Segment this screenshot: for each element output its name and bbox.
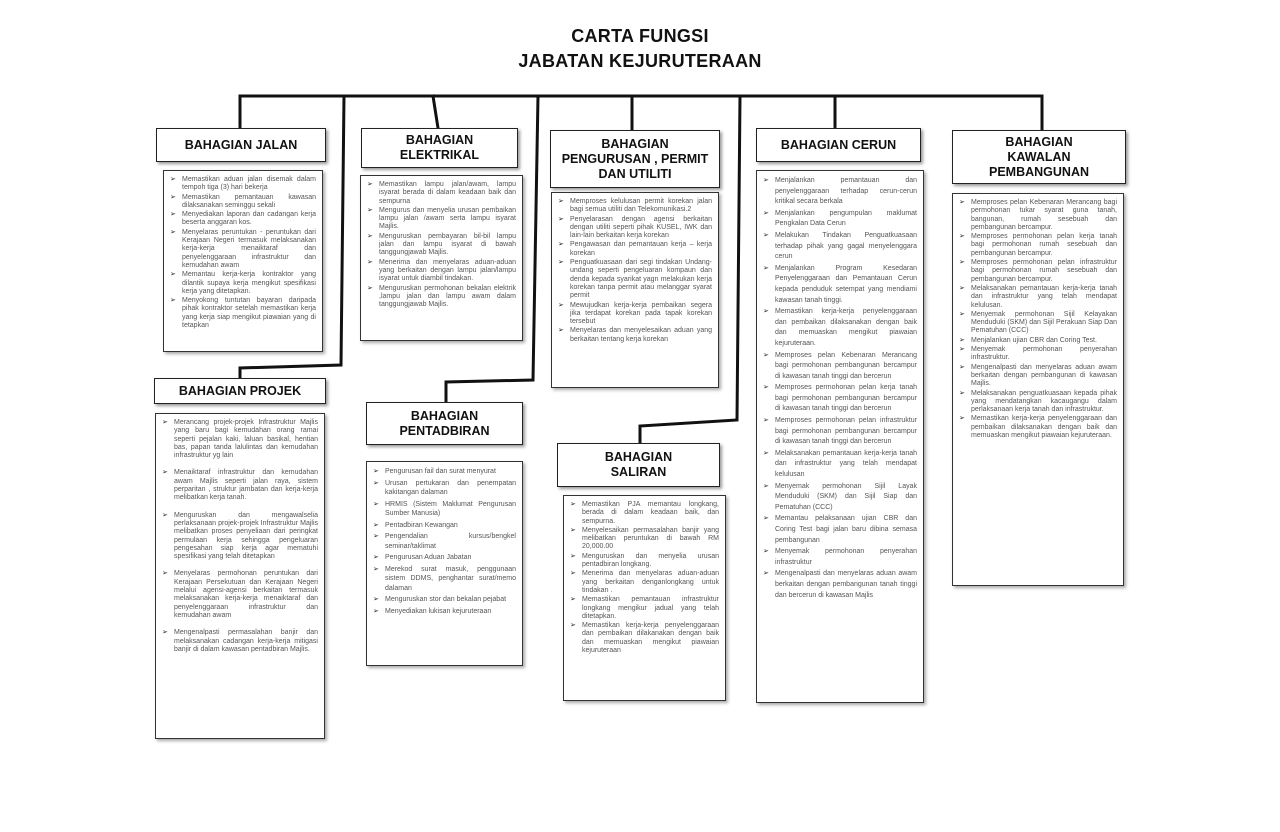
list-item: ➢ Menjalankan pengumpulan maklumat Pengkalan Data Cerun [763, 209, 917, 230]
box-kawalan [952, 193, 1124, 586]
list-item: ➢ Memproses permohonan pelan infrastruktur bagi permohonan rumah sesebuah dan pembangunan bercampur. [959, 259, 1117, 284]
list-item: ➢ Menguruskan dan mengawalselia perlaksanaan projek-projek Infrastruktur Majlis melibatkan proses penyeliaan dari peringkat permulaan kerja sehingga pengeluaran pengesahan siap kerja agar mematuhi spesifikasi yang telah ditetapkan [162, 512, 318, 562]
list-item: ➢ Memastikan aduan jalan disemak dalam tempoh tiga (3) hari bekerja [170, 176, 316, 193]
list-item: ➢ Menguruskan dan menyelia urusan pentadbiran longkang. [570, 553, 719, 570]
list-pentadbiran [373, 467, 516, 616]
list-item: ➢ Penguatkuasaan dari segi tindakan Undang-undang seperti pengeluaran kompaun dan denda kepada syarikat yagn melakukan kerja korekan tanpa permit atau melanggar syarat permit [558, 259, 712, 300]
list-item: ➢ Menyemak permohonan Sijil Kelayakan Menduduki (SKM) dan Sijil Perakuan Siap Dan Pematuhan (CCC) [959, 311, 1117, 336]
list-item: ➢ Memproses permohonan pelan infrastruktur bagi permohonan pembangunan bercampur di kawasan tanah tinggi dan bercerun [763, 416, 917, 448]
list-item: ➢ Menyelaras permohonan peruntukan dari Kerajaan Persekutuan dan Kerajaan Negeri melalui agensi-agensi berkaitan termasuk melaksanakan kerja-kerja menaiktaraf dan penyelenggaraan infrastruktur dan kemudahan awam [162, 570, 318, 620]
list-item: ➢ Memastikan PJA memantau longkang, berada di dalam keadaan baik, dan sempurna. [570, 501, 719, 526]
list-item: ➢ Menguruskan permohonan bekalan elektrik ,lampu jalan dan lampu awam dalam tanggungjawab Majlis. [367, 285, 516, 310]
list-item: ➢ Memantau kerja-kerja kontraktor yang dilantik supaya kerja mengikut spesifikasi kerja yang ditetapkan. [170, 271, 316, 296]
header-pengurusan: BAHAGIAN PENGURUSAN , PERMIT DAN UTILITI [550, 130, 720, 188]
list-item: ➢ Menyelaras dan menyelesaikan aduan yang berkaitan tentang kerja korekan [558, 327, 712, 344]
list-kawalan [959, 199, 1117, 440]
list-item: ➢ Menyelesaikan permasalahan banjir yang melibatkan peruntukan di bawah RM 20,000.00 [570, 527, 719, 552]
list-item: ➢ Menyemak permohonan penyerahan infrastruktur [763, 547, 917, 568]
list-item: ➢ Pengurusan fail dan surat menyurat [373, 467, 516, 477]
list-item: ➢ Pentadbiran Kewangan [373, 521, 516, 531]
list-item: ➢ Penyelarasan dengan agensi berkaitan dengan utiliti seperti pihak KUSEL, IWK dan lain-lain berkaitan kerja korekan [558, 216, 712, 241]
list-item: ➢ Mengenalpasti dan menyelaras aduan awam berkaitan dengan pembangunan tanah tinggi dan bercerun di kawasan Majlis [763, 569, 917, 601]
list-item: ➢ Menaiktaraf infrastruktur dan kemudahan awam Majlis seperti jalan raya, sistem perparitan , struktur jambatan dan kerja-kerja melibatkan kerja tanah. [162, 469, 318, 502]
list-item: ➢ Mengenalpasti permasalahan banjir dan melaksanakan cadangan kerja-kerja mitigasi banjir di dalam kawasan pentadbiran Majlis. [162, 629, 318, 654]
chart-title-line1: CARTA FUNGSI [571, 26, 709, 46]
list-item: ➢ Pengawasan dan pemantauan kerja – kerja korekan [558, 241, 712, 258]
list-item: ➢ HRMIS (Sistem Maklumat Pengurusan Sumber Manusia) [373, 500, 516, 519]
header-jalan: BAHAGIAN JALAN [156, 128, 326, 162]
list-item: ➢ Menyediakan lukisan kejuruteraan [373, 607, 516, 617]
list-item: ➢ Menerima dan menyelaras aduan-aduan yang berkaitan denganlongkang untuk tindakan . [570, 570, 719, 595]
list-item: ➢ Menyelaras peruntukan - peruntukan dari Kerajaan Negeri termasuk melaksanakan kerja-kerja menaiktaraf dan penyelenggaraan infrastruktur dan kemudahan awam [170, 229, 316, 270]
list-item: ➢ Menjalankan pemantauan dan penyelenggaraan terhadap cerun-cerun kritikal secara berkala [763, 176, 917, 208]
list-item: ➢ Memastikan kerja-kerja penyelenggaraan dan pembaikan dilaksanakan dengan baik dan memuaskan mengikut piawaian kejuruteraan. [959, 415, 1117, 440]
list-item: ➢ Mewujudkan kerja-kerja pembaikan segera jika terdapat korekan pada tapak korekan tersebut [558, 302, 712, 327]
header-cerun: BAHAGIAN CERUN [756, 128, 921, 162]
list-item: ➢ Memantau pelaksanaan ujian CBR dan Coring Test bagi jalan baru dibina semasa pembangunan [763, 514, 917, 546]
list-item: ➢ Memproses pelan Kebenaran Merancang bagi permohonan tukar syarat guna tanah, bangunan, rumah sesebuah dan pembangunan bercampur. [959, 199, 1117, 232]
header-elektrikal: BAHAGIAN ELEKTRIKAL [361, 128, 518, 168]
list-projek [162, 419, 318, 654]
list-item: ➢ Menerima dan menyelaras aduan-aduan yang berkaitan dengan lampu jalan/lampu isyarat untuk diambil tindakan. [367, 259, 516, 284]
list-item: ➢ Pengendalian kursus/bengkel seminar/taklimat [373, 532, 516, 551]
chart-title-line2: JABATAN KEJURUTERAAN [518, 51, 762, 71]
list-item: ➢ Mengenalpasti dan menyelaras aduan awam berkaitan dengan pembangunan di kawasan Majlis. [959, 364, 1117, 389]
list-item: ➢ Melaksanakan penguatkuasaan kepada pihak yang mendatangkan kacaugangu dalam perlaksanaan kerja tanah dan infrastruktur. [959, 390, 1117, 415]
list-item: ➢ Memproses permohonan pelan kerja tanah bagi permohonan pembangunan bercampur di kawasan tanah tinggi dan bercerun [763, 383, 917, 415]
list-item: ➢ Mengurus dan menyelia urusan pembaikan lampu jalan /awam serta lampu isyarat Majlis. [367, 207, 516, 232]
list-item: ➢ Melaksanakan pemantauan kerja-kerja tanah dan infrastruktur yang telah mendapat kelulusan [763, 449, 917, 481]
list-item: ➢ Menyemak permohonan penyerahan infrastruktur. [959, 346, 1117, 363]
list-elektrikal [367, 181, 516, 309]
list-item: ➢ Memproses pelan Kebenaran Merancang bagi permohonan pembangunan bercampur di kawasan tanah tinggi dan bercerun [763, 351, 917, 383]
list-item: ➢ Memproses permohonan pelan kerja tanah bagi permohonan rumah sesebuah dan pembangunan bercampur. [959, 233, 1117, 258]
box-jalan [163, 170, 323, 352]
box-cerun [756, 170, 924, 703]
list-item: ➢ Urusan pertukaran dan penempatan kakitangan dalaman [373, 479, 516, 498]
box-pengurusan [551, 192, 719, 388]
list-item: ➢ Melakukan Tindakan Penguatkuasaan terhadap pihak yang gagal menyelenggara cerun [763, 231, 917, 263]
list-item: ➢ Memastikan kerja-kerja penyelenggaraan dan pembaikan dilaksanakan dengan baik dan memuaskan mengikut piawaian kejuruteraan. [763, 307, 917, 349]
list-item: ➢ Menyemak permohonan Sijil Layak Menduduki (SKM) dan Sijil Siap dan Pematuhan (CCC) [763, 482, 917, 514]
list-item: ➢ Menguruskan stor dan bekalan pejabat [373, 595, 516, 605]
list-cerun [763, 176, 917, 601]
list-item: ➢ Merancang projek-projek Infrastruktur Majlis yang baru bagi kemudahan orang ramai seperti pejalan kaki, laluan basikal, hentian bas, papan tanda lalulintas dan kemudahan infrastruktur yg lain [162, 419, 318, 460]
list-item: ➢ Memastikan lampu jalan/awam, lampu isyarat berada di dalam keadaan baik dan sempurna [367, 181, 516, 206]
list-item: ➢ Merekod surat masuk, penggunaan sistem DDMS, penghantar surat/memo dalaman [373, 565, 516, 594]
list-item: ➢ Memastikan pemantauan infrastruktur longkang mengikur jadual yang telah ditetapkan. [570, 596, 719, 621]
header-saliran: BAHAGIAN SALIRAN [557, 443, 720, 487]
list-item: ➢ Menguruskan pembayaran bil-bil lampu jalan dan lampu isyarat di bawah tanggungjawab Majlis. [367, 233, 516, 258]
list-item: ➢ Menyokong tuntutan bayaran daripada pihak kontraktor setelah memastikan kerja yang kerja siap mengikut piawaian yang di tetapkan [170, 297, 316, 330]
drop-elektrikal [433, 96, 438, 128]
list-item: ➢ Memastikan kerja-kerja penyelenggaraan dan pembaikan dilakanakan dengan baik dan memuaskan mengikut piawaian kejuruteraan [570, 622, 719, 655]
list-pengurusan [558, 198, 712, 344]
list-item: ➢ Melaksanakan pemantauan kerja-kerja tanah dan infrastruktur yang telah mendapat kelulusan. [959, 285, 1117, 310]
box-saliran [563, 495, 726, 701]
list-item: ➢ Menyediakan laporan dan cadangan kerja beserta anggaran kos. [170, 211, 316, 228]
list-item: ➢ Menjalankan Program Kesedaran Penyelenggaraan dan Pemantauan Cerun kepada penduduk setempat yang mendiami kawasan tanah tinggi. [763, 264, 917, 306]
header-kawalan: BAHAGIAN KAWALAN PEMBANGUNAN [952, 130, 1126, 184]
list-item: ➢ Memproses kelulusan permit korekan jalan bagi semua utiliti dan Telekomunikasi.2 [558, 198, 712, 215]
list-item: ➢ Memastikan pemantauan kawasan dilaksanakan seminggu sekali [170, 194, 316, 211]
header-pentadbiran: BAHAGIAN PENTADBIRAN [366, 402, 523, 445]
list-item: ➢ Pengurusan Aduan Jabatan [373, 553, 516, 563]
list-jalan [170, 176, 316, 330]
box-elektrikal [360, 175, 523, 341]
list-saliran [570, 501, 719, 655]
list-item: ➢ Menjalankan ujian CBR dan Coring Test. [959, 337, 1117, 345]
header-projek: BAHAGIAN PROJEK [154, 378, 326, 404]
box-pentadbiran [366, 461, 523, 666]
box-projek [155, 413, 325, 739]
